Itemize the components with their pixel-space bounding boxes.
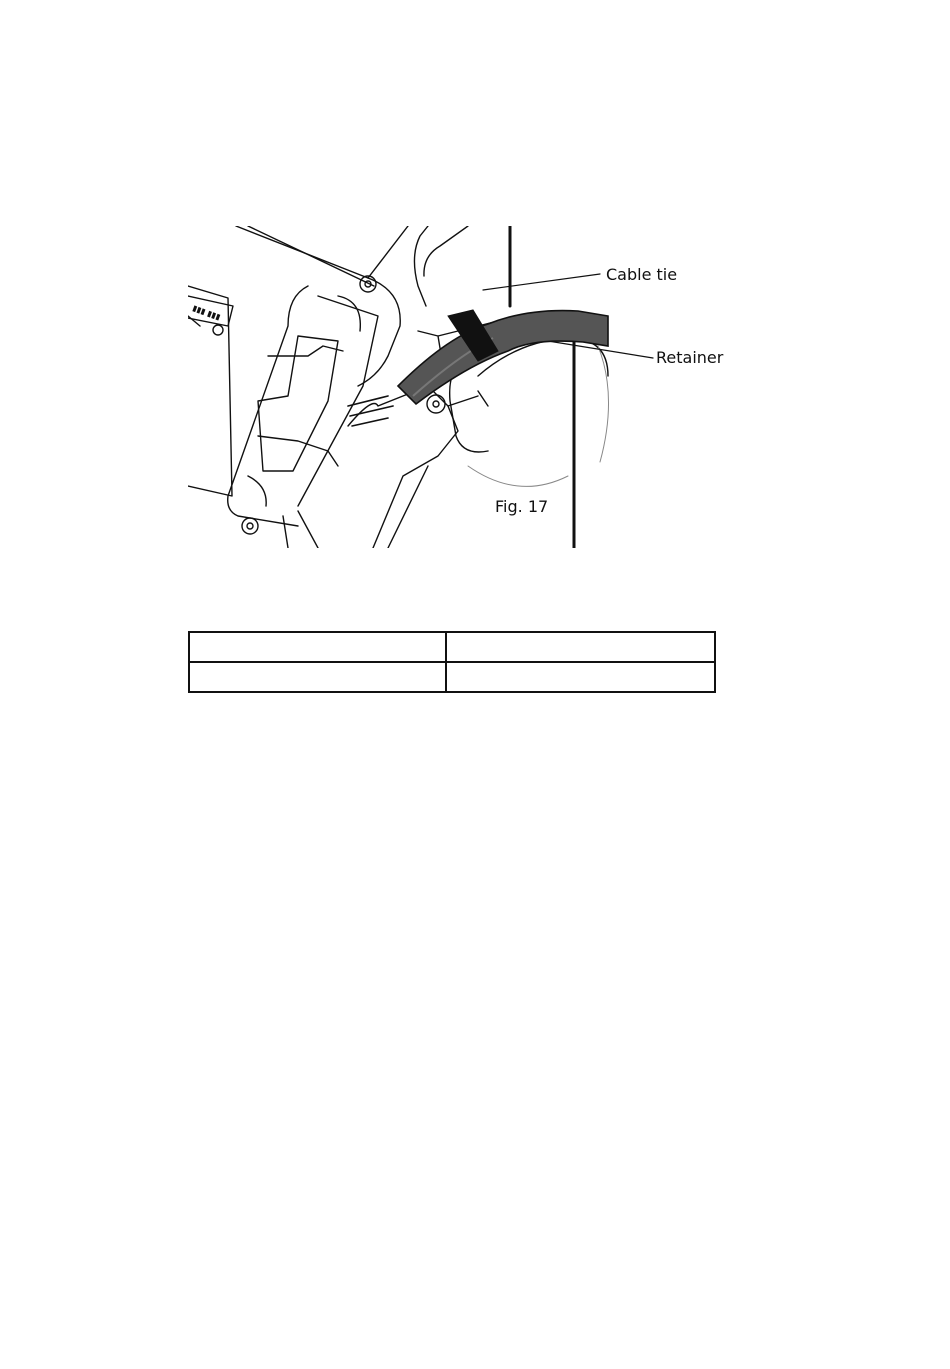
svg-text:▮▮▮ ▮▮▮: ▮▮▮ ▮▮▮ — [191, 303, 222, 322]
table-cell — [446, 632, 715, 662]
empty-table — [188, 631, 716, 693]
table-row — [189, 632, 715, 662]
table-row — [189, 662, 715, 692]
table-cell — [189, 662, 446, 692]
cable-tie-label: Cable tie — [606, 265, 678, 284]
table-cell — [446, 662, 715, 692]
table-cell — [189, 632, 446, 662]
retainer-label: Retainer — [656, 348, 724, 367]
figure-caption: Fig. 17 — [495, 497, 549, 516]
installation-figure — [188, 226, 740, 548]
